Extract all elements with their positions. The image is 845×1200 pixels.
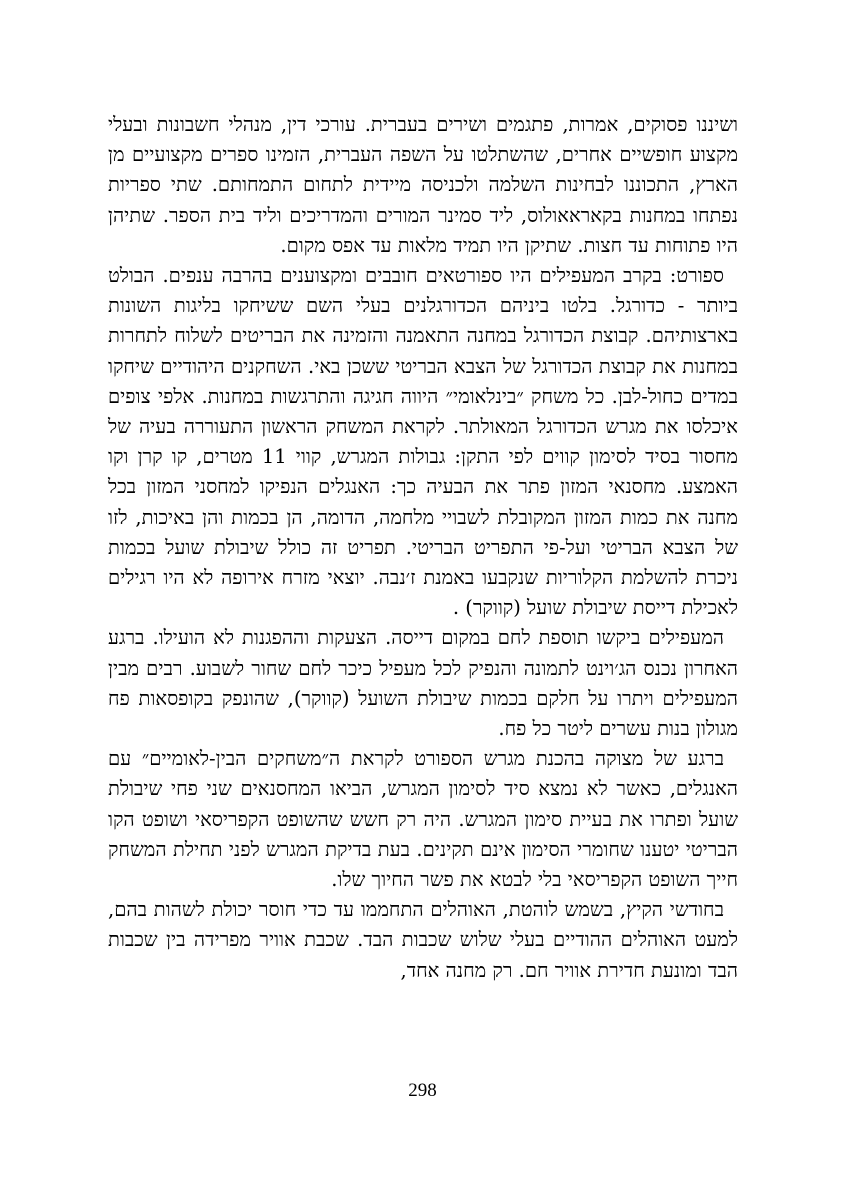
paragraph: ברגע של מצוקה בהכנת מגרש הספורט לקראת ה״משחקים הבין-לאומיים״ עם האנגלים, כאשר לא נמצא סיד לסימון המגרש, הביאו המחסנאים שני פחי שיבולת שועל ופתרו את בעיית סימון המגרש. היה רק חשש שהשופט הקפריסאי ושופט הקו הבריטי יטענו שחומרי הסימון אינם תקינים. בעת בדיקת המגרש לפני תחילת המשחק חייך השופט הקפריסאי בלי לבטא את פשר החיוך שלו. [108, 747, 738, 892]
body-text [108, 110, 738, 986]
paragraph: ספורט: בקרב המעפילים היו ספורטאים חובבים ומקצוענים בהרבה ענפים. הבולט ביותר - כדורגל. בלטו ביניהם הכדורגלנים בעלי השם ששיחקו בליגות השונות בארצותיהם. קבוצת הכדורגל במחנה התאמנה והזמינה את הבריטים לשלוח לתחרות במחנות את קבוצת הכדורגל של הצבא הבריטי ששכן באי. השחקנים היהודיים שיחקו במדים כחול-לבן. כל משחק ״בינלאומי״ היווה חגיגה והתרגשות במחנות. אלפי צופים איכלסו את מגרש הכדורגל המאולתר. לקראת המשחק הראשון התעוררה בעיה של מחסור בסיד לסימון קווים לפי התקן: גבולות המגרש, קווי 11 מטרים, קו קרן וקו האמצע. מחסנאי המזון פתר את הבעיה כך: האנגלים הנפיקו למחסני המזון בכל מחנה את כמות המזון המקובלת לשבויי מלחמה, הדומה, הן בכמות והן באיכות, לזו של הצבא הבריטי ועל-פי התפריט הבריטי. תפריט זה כולל שיבולת שועל בכמות ניכרת להשלמת הקלוריות שנקבעו באמנת ז׳נבה. יוצאי מזרח אירופה לא היו רגילים לאכילת דייסת שיבולת שועל (קווקר) . [108, 264, 739, 620]
paragraph: בחודשי הקיץ, בשמש לוהטת, האוהלים התחממו עד כדי חוסר יכולת לשהות בהם, למעט האוהלים ההודיים בעלי שלוש שכבות הבד. שכבת אוויר מפרידה בין שכבות הבד ומונעת חדירת אוויר חם. רק מחנה אחד, [108, 898, 738, 982]
page-number: 298 [408, 1080, 437, 1101]
paragraph: ושיננו פסוקים, אמרות, פתגמים ושירים בעברית. עורכי דין, מנהלי חשבונות ובעלי מקצוע חופשיים אחרים, שהשתלטו על השפה העברית, הזמינו ספרים מקצועיים מן הארץ, התכוננו לבחינות השלמה ולכניסה מיידית לתחום התמחותם. שתי ספריות נפתחו במחנות בקאראאולוס, ליד סמינר המורים והמדריכים וליד בית הספר. שתיהן היו פתוחות עד חצות. שתיקן היו תמיד מלאות עד אפס מקום. [108, 113, 738, 257]
paragraph: המעפילים ביקשו תוספת לחם במקום דייסה. הצעקות וההפגנות לא הועילו. ברגע האחרון נכנס הג׳וינט לתמונה והנפיק לכל מעפיל כיכר לחם שחור לשבוע. רבים מבין המעפילים ויתרו על חלקם בכמות שיבולת השועל (קווקר), שהונפק בקופסאות פח מגולון בנות עשרים ליטר כל פח. [108, 626, 738, 741]
